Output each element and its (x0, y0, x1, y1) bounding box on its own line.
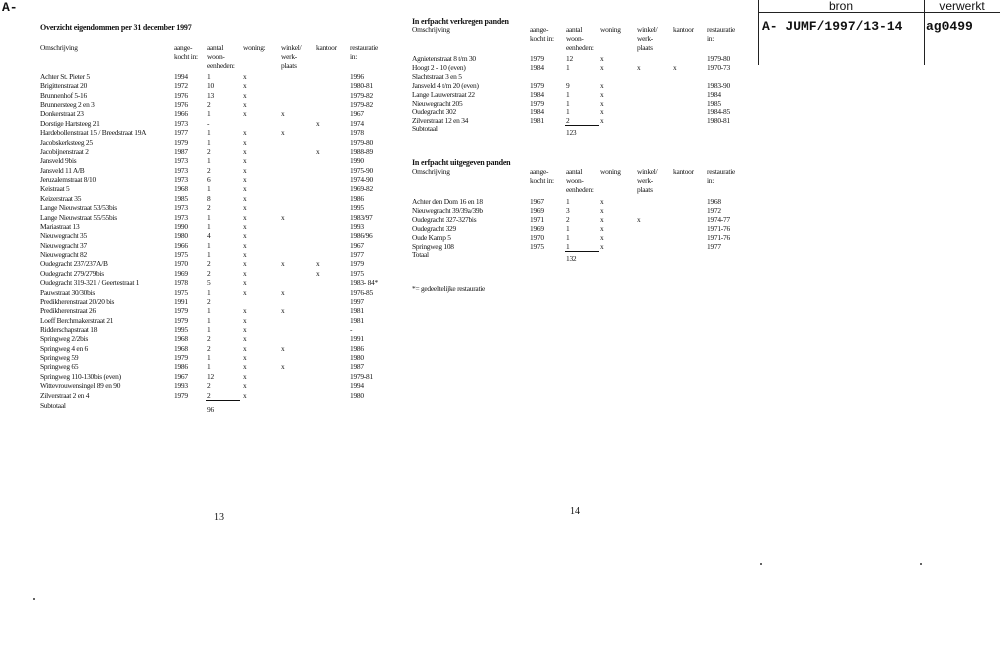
section1-cell-restauratie: 1979-80 (707, 54, 730, 63)
left-cell-address: Springweg 65 (40, 362, 79, 372)
panel-header-bron: bron (828, 0, 854, 13)
left-cell-woning: x (243, 324, 247, 334)
section2-cell-year: 1969 (530, 206, 544, 215)
left-cell-restauratie: 1976-85 (350, 287, 373, 297)
section1-cell-address: Hoogt 2 - 10 (even) (412, 62, 466, 72)
left-cell-year: 1993 (174, 381, 188, 391)
left-cell-woning: x (243, 203, 247, 213)
section1-subtotal-label: Subtotaal (412, 124, 438, 134)
section1-header-winkel: winkel/ werk- plaats (637, 25, 658, 52)
left-cell-restauratie: - (350, 324, 353, 334)
section2-cell-woning: x (600, 233, 604, 242)
left-cell-restauratie: 1979-80 (350, 137, 373, 147)
left-cell-address: Nieuwegracht 37 (40, 240, 87, 250)
left-cell-restauratie: 1980 (350, 390, 364, 400)
left-cell-address: Donkerstraat 23 (40, 109, 84, 119)
left-cell-address: Loeff Berchmakerstraat 21 (40, 315, 114, 325)
section2-cell-year: 1969 (530, 224, 544, 233)
left-cell-restauratie: 1993 (350, 221, 364, 231)
left-subtotal-rule (206, 400, 240, 401)
left-cell-year: 1976 (174, 90, 188, 100)
left-cell-address: Oudegracht 319-321 / Geertestraat 1 (40, 278, 140, 288)
left-header-restauratie: restauratie in: (350, 43, 379, 61)
left-cell-year: 1979 (174, 315, 188, 325)
left-subtotal-value: 96 (207, 404, 214, 414)
left-cell-address: Hardebollenstraat 15 / Breedstraat 19A (40, 128, 147, 138)
section1-cell-year: 1979 (530, 80, 544, 90)
left-cell-year: 1979 (174, 137, 188, 147)
left-cell-units: 2 (207, 381, 211, 391)
left-cell-units: 1 (207, 353, 211, 363)
left-cell-units: 1 (207, 72, 211, 81)
section2-cell-year: 1975 (530, 242, 544, 251)
section1-cell-address: Agnietenstraat 8 t/m 30 (412, 54, 476, 63)
section2-header-kantoor: kantoor (673, 167, 694, 176)
corner-mark: A- (2, 0, 18, 15)
left-cell-woning: x (243, 193, 247, 203)
section1-cell-year: 1979 (530, 98, 544, 108)
section2-cell-winkel: x (637, 215, 641, 224)
section2-cell-units: 1 (566, 242, 570, 251)
section1-cell-woning: x (600, 107, 604, 117)
section2-cell-units: 1 (566, 224, 570, 233)
left-cell-restauratie: 1967 (350, 240, 364, 250)
left-cell-address: Zilverstraat 2 en 4 (40, 390, 90, 400)
left-cell-address: Springweg 2/2bis (40, 334, 88, 344)
left-cell-winkel: x (281, 128, 285, 138)
left-cell-units: 1 (207, 128, 211, 138)
left-cell-woning: x (243, 259, 247, 269)
left-cell-address: Keistraat 5 (40, 184, 70, 194)
left-cell-address: Pauwstraat 30/30bis (40, 287, 95, 297)
left-header-woning: woning: (243, 43, 266, 52)
left-cell-woning: x (243, 240, 247, 250)
left-cell-woning: x (243, 146, 247, 156)
left-cell-units: 2 (207, 296, 211, 306)
left-cell-woning: x (243, 128, 247, 138)
left-cell-restauratie: 1979-82 (350, 100, 373, 110)
left-cell-units: 1 (207, 137, 211, 147)
left-cell-restauratie: 1996 (350, 72, 364, 81)
section1-cell-year: 1984 (530, 107, 544, 117)
left-cell-address: Springweg 4 en 6 (40, 343, 88, 353)
left-cell-address: Brunnersteeg 2 en 3 (40, 100, 95, 110)
left-cell-units: 1 (207, 221, 211, 231)
left-cell-year: 1969 (174, 268, 188, 278)
scan-speck (920, 563, 922, 565)
left-header-address: Omschrijving (40, 43, 78, 52)
section2-header-address: Omschrijving (412, 167, 450, 176)
left-cell-year: 1970 (174, 259, 188, 269)
section2-total-label: Totaal (412, 250, 429, 259)
left-cell-woning: x (243, 343, 247, 353)
section1-cell-address: Slachtstraat 3 en 5 (412, 71, 462, 81)
left-cell-woning: x (243, 278, 247, 288)
section1-cell-restauratie: 1984 (707, 89, 721, 99)
left-cell-restauratie: 1969-82 (350, 184, 373, 194)
left-cell-woning: x (243, 353, 247, 363)
section1-cell-address: Zilverstraat 12 en 34 (412, 116, 469, 126)
section2-cell-year: 1971 (530, 215, 544, 224)
section2-cell-units: 1 (566, 233, 570, 242)
section2-cell-woning: x (600, 197, 604, 206)
left-cell-restauratie: 1979-81 (350, 371, 373, 381)
panel-header-verwerkt: verwerkt (939, 0, 985, 13)
section1-cell-woning: x (600, 54, 604, 63)
section1-cell-year: 1981 (530, 116, 544, 126)
left-cell-woning: x (243, 184, 247, 194)
section1-cell-restauratie: 1980-81 (707, 116, 730, 126)
left-cell-winkel: x (281, 306, 285, 316)
left-cell-address: Oudegracht 237/237A/B (40, 259, 108, 269)
left-cell-restauratie: 1975-90 (350, 165, 373, 175)
left-cell-restauratie: 1979 (350, 259, 364, 269)
left-cell-woning: x (243, 231, 247, 241)
left-cell-year: 1968 (174, 343, 188, 353)
left-cell-address: Dorstige Hartsteeg 21 (40, 118, 100, 128)
left-cell-restauratie: 1986 (350, 343, 364, 353)
left-cell-kantoor: x (316, 268, 320, 278)
left-cell-winkel: x (281, 287, 285, 297)
left-cell-woning: x (243, 287, 247, 297)
left-cell-restauratie: 1981 (350, 315, 364, 325)
left-cell-address: Nieuwegracht 35 (40, 231, 87, 241)
section1-header-restauratie: restauratie in: (707, 25, 736, 43)
panel-bron-value: A- JUMF/1997/13-14 (762, 19, 903, 34)
left-cell-units: 4 (207, 231, 211, 241)
left-cell-woning: x (243, 371, 247, 381)
left-cell-units: 12 (207, 371, 214, 381)
left-header-year: aange- kocht in: (174, 43, 198, 61)
left-cell-address: Springweg 110-130bis (even) (40, 371, 121, 381)
left-cell-restauratie: 1974 (350, 118, 364, 128)
section1-cell-kantoor: x (673, 62, 677, 72)
left-cell-restauratie: 1986/96 (350, 231, 373, 241)
section1-cell-woning: x (600, 89, 604, 99)
left-cell-units: 1 (207, 324, 211, 334)
left-cell-units: 5 (207, 278, 211, 288)
section2-cell-units: 3 (566, 206, 570, 215)
left-cell-restauratie: 1978 (350, 128, 364, 138)
left-cell-units: 2 (207, 165, 211, 175)
left-cell-address: Mariastraat 13 (40, 221, 80, 231)
left-cell-year: 1986 (174, 362, 188, 372)
left-cell-year: 1973 (174, 156, 188, 166)
left-cell-year: 1966 (174, 240, 188, 250)
left-cell-units: 1 (207, 362, 211, 372)
left-cell-year: 1973 (174, 165, 188, 175)
left-cell-address: Jacobijnenstraat 2 (40, 146, 89, 156)
left-cell-kantoor: x (316, 146, 320, 156)
section1-header-address: Omschrijving (412, 25, 450, 34)
left-cell-woning: x (243, 381, 247, 391)
section2-header-year: aange- kocht in: (530, 167, 554, 185)
section1-cell-winkel: x (637, 62, 641, 72)
section1-cell-units: 2 (566, 116, 570, 126)
section1-cell-units: 1 (566, 62, 570, 72)
section2-cell-address: Oudegracht 329 (412, 224, 456, 233)
left-cell-restauratie: 1979-82 (350, 90, 373, 100)
left-cell-units: - (207, 118, 210, 128)
scan-speck (33, 598, 35, 600)
section2-cell-address: Oude Kamp 5 (412, 233, 451, 242)
section2-header-woning: woning (600, 167, 621, 176)
left-cell-woning: x (243, 268, 247, 278)
section2-cell-address: Oudegracht 327-327bis (412, 215, 477, 224)
left-cell-restauratie: 1980-81 (350, 81, 373, 91)
section1-cell-units: 12 (566, 54, 573, 63)
left-cell-year: 1973 (174, 175, 188, 185)
left-cell-winkel: x (281, 212, 285, 222)
left-cell-restauratie: 1967 (350, 109, 364, 119)
left-cell-units: 2 (207, 259, 211, 269)
section2-header-restauratie: restauratie in: (707, 167, 736, 185)
left-cell-restauratie: 1981 (350, 306, 364, 316)
left-cell-woning: x (243, 250, 247, 260)
left-cell-restauratie: 1991 (350, 334, 364, 344)
section1-title: In erfpacht verkregen panden (412, 17, 509, 26)
left-cell-woning: x (243, 390, 247, 400)
section2-cell-units: 1 (566, 197, 570, 206)
left-cell-units: 1 (207, 184, 211, 194)
left-cell-woning: x (243, 156, 247, 166)
left-page-number: 13 (214, 512, 224, 523)
left-cell-units: 1 (207, 315, 211, 325)
left-cell-restauratie: 1986 (350, 193, 364, 203)
section1-cell-woning: x (600, 116, 604, 126)
section1-cell-units: 1 (566, 98, 570, 108)
section1-cell-restauratie: 1983-90 (707, 80, 730, 90)
section2-cell-restauratie: 1971-76 (707, 233, 730, 242)
section1-cell-address: Nieuwegracht 205 (412, 98, 463, 108)
left-cell-winkel: x (281, 109, 285, 119)
left-cell-woning: x (243, 90, 247, 100)
section2-total-value: 132 (566, 254, 577, 263)
left-cell-year: 1973 (174, 212, 188, 222)
section2-total-rule (565, 251, 599, 252)
left-cell-year: 1973 (174, 118, 188, 128)
left-cell-year: 1975 (174, 250, 188, 260)
left-cell-restauratie: 1974-90 (350, 175, 373, 185)
left-cell-woning: x (243, 362, 247, 372)
left-cell-year: 1967 (174, 371, 188, 381)
left-subtotal-label: Subtotaal (40, 400, 66, 410)
section1-header-woning: woning (600, 25, 621, 34)
section2-cell-restauratie: 1971-76 (707, 224, 730, 233)
left-cell-winkel: x (281, 343, 285, 353)
left-cell-restauratie: 1997 (350, 296, 364, 306)
section1-cell-woning: x (600, 80, 604, 90)
section1-subtotal-rule (565, 125, 599, 126)
left-cell-year: 1968 (174, 334, 188, 344)
left-cell-woning: x (243, 81, 247, 91)
footnote: *= gedeeltelijke restauratie (412, 284, 486, 293)
left-cell-units: 6 (207, 175, 211, 185)
left-cell-restauratie: 1994 (350, 381, 364, 391)
left-cell-woning: x (243, 221, 247, 231)
section1-cell-restauratie: 1984-85 (707, 107, 730, 117)
section1-cell-address: Lange Lauwerstraat 22 (412, 89, 475, 99)
left-cell-year: 1980 (174, 231, 188, 241)
section1-header-kantoor: kantoor (673, 25, 694, 34)
left-cell-address: Jansveld 9bis (40, 156, 77, 166)
left-cell-address: Brunnenhof 5-16 (40, 90, 87, 100)
left-cell-year: 1966 (174, 109, 188, 119)
left-cell-restauratie: 1977 (350, 250, 364, 260)
section1-cell-restauratie: 1985 (707, 98, 721, 108)
section2-cell-year: 1970 (530, 233, 544, 242)
left-cell-address: Jansveld 11 A/B (40, 165, 85, 175)
section2-cell-woning: x (600, 242, 604, 251)
left-cell-woning: x (243, 165, 247, 175)
left-cell-woning: x (243, 109, 247, 119)
left-cell-restauratie: 1995 (350, 203, 364, 213)
section1-cell-units: 1 (566, 107, 570, 117)
left-cell-address: Lange Nieuwstraat 53/53bis (40, 203, 117, 213)
left-cell-restauratie: 1987 (350, 362, 364, 372)
section1-cell-units: 9 (566, 80, 570, 90)
section1-cell-units: 1 (566, 89, 570, 99)
left-page-title: Overzicht eigendommen per 31 december 1997 (40, 23, 192, 32)
section2-header-winkel: winkel/ werk- plaats (637, 167, 658, 194)
section2-title: In erfpacht uitgegeven panden (412, 158, 511, 167)
section2-cell-address: Achter den Dom 16 en 18 (412, 197, 483, 206)
left-cell-kantoor: x (316, 118, 320, 128)
left-header-winkel: winkel/ werk- plaats (281, 43, 302, 70)
section1-cell-year: 1979 (530, 54, 544, 63)
left-cell-address: Oudegracht 279/279bis (40, 268, 104, 278)
section1-header-units: aantal woon- eenheden: (566, 25, 594, 52)
left-cell-year: 1977 (174, 128, 188, 138)
left-cell-woning: x (243, 72, 247, 81)
left-cell-year: 1968 (174, 184, 188, 194)
left-cell-winkel: x (281, 362, 285, 372)
left-cell-year: 1995 (174, 324, 188, 334)
section1-cell-restauratie: 1970-73 (707, 62, 730, 72)
left-cell-units: 1 (207, 156, 211, 166)
left-cell-restauratie: 1988-89 (350, 146, 373, 156)
left-cell-year: 1972 (174, 81, 188, 91)
left-header-units: aantal woon- eenheden: (207, 43, 235, 70)
section1-cell-address: Oudegracht 302 (412, 107, 456, 117)
left-cell-year: 1979 (174, 353, 188, 363)
left-cell-address: Nieuwegracht 82 (40, 250, 87, 260)
left-cell-woning: x (243, 315, 247, 325)
left-cell-units: 1 (207, 109, 211, 119)
left-cell-units: 1 (207, 287, 211, 297)
left-cell-address: Jeruzalemstraat 8/10 (40, 175, 96, 185)
left-cell-units: 2 (207, 203, 211, 213)
section2-cell-woning: x (600, 215, 604, 224)
left-cell-restauratie: 1990 (350, 156, 364, 166)
left-cell-units: 2 (207, 343, 211, 353)
left-cell-restauratie: 1980 (350, 353, 364, 363)
left-cell-address: Predikherenstraat 26 (40, 306, 96, 316)
section1-cell-woning: x (600, 98, 604, 108)
section1-cell-year: 1984 (530, 89, 544, 99)
left-cell-units: 1 (207, 250, 211, 260)
left-cell-address: Springweg 59 (40, 353, 79, 363)
section2-cell-woning: x (600, 224, 604, 233)
left-cell-units: 13 (207, 90, 214, 100)
left-cell-kantoor: x (316, 259, 320, 269)
left-cell-units: 1 (207, 212, 211, 222)
section1-cell-address: Jansveld 4 t/m 20 (even) (412, 80, 479, 90)
left-cell-restauratie: 1983- 84* (350, 278, 378, 288)
left-cell-year: 1976 (174, 100, 188, 110)
section2-cell-units: 2 (566, 215, 570, 224)
left-cell-restauratie: 1975 (350, 268, 364, 278)
section2-cell-year: 1967 (530, 197, 544, 206)
left-cell-units: 1 (207, 240, 211, 250)
left-cell-address: Achter St. Pieter 5 (40, 72, 90, 81)
right-page-number: 14 (570, 506, 580, 517)
left-cell-woning: x (243, 306, 247, 316)
left-cell-address: Wittevrouwensingel 89 en 90 (40, 381, 121, 391)
left-cell-units: 2 (207, 390, 211, 400)
section2-cell-address: Nieuwegracht 39/39a/39b (412, 206, 483, 215)
left-cell-year: 1979 (174, 390, 188, 400)
left-cell-units: 1 (207, 306, 211, 316)
section2-header-units: aantal woon- eenheden: (566, 167, 594, 194)
left-cell-units: 2 (207, 146, 211, 156)
left-cell-address: Jacobskerksteeg 25 (40, 137, 93, 147)
left-cell-woning: x (243, 334, 247, 344)
section1-subtotal-value: 123 (566, 128, 577, 138)
section1-header-year: aange- kocht in: (530, 25, 554, 43)
section1-cell-woning: x (600, 62, 604, 72)
left-cell-units: 2 (207, 100, 211, 110)
left-cell-year: 1991 (174, 296, 188, 306)
left-cell-address: Predikherenstraat 20/20 bis (40, 296, 115, 306)
left-cell-woning: x (243, 175, 247, 185)
left-cell-year: 1985 (174, 193, 188, 203)
section2-cell-restauratie: 1972 (707, 206, 721, 215)
panel-verwerkt-value: ag0499 (926, 19, 973, 34)
left-cell-address: Brigittenstraat 20 (40, 81, 88, 91)
left-cell-address: Ridderschapstraat 18 (40, 324, 98, 334)
section2-cell-restauratie: 1968 (707, 197, 721, 206)
left-cell-year: 1978 (174, 278, 188, 288)
left-cell-year: 1994 (174, 72, 188, 81)
left-cell-year: 1987 (174, 146, 188, 156)
left-cell-woning: x (243, 212, 247, 222)
left-cell-units: 10 (207, 81, 214, 91)
left-cell-units: 8 (207, 193, 211, 203)
left-cell-address: Lange Nieuwstraat 55/55bis (40, 212, 117, 222)
left-cell-units: 2 (207, 334, 211, 344)
section2-cell-address: Springweg 108 (412, 242, 454, 251)
left-cell-winkel: x (281, 259, 285, 269)
left-header-kantoor: kantoor (316, 43, 337, 52)
left-cell-units: 2 (207, 268, 211, 278)
left-cell-year: 1990 (174, 221, 188, 231)
section2-cell-restauratie: 1974-77 (707, 215, 730, 224)
section2-cell-woning: x (600, 206, 604, 215)
left-cell-address: Keizerstraat 35 (40, 193, 82, 203)
left-cell-year: 1975 (174, 287, 188, 297)
left-cell-year: 1979 (174, 306, 188, 316)
left-cell-woning: x (243, 137, 247, 147)
left-cell-restauratie: 1983/97 (350, 212, 373, 222)
section2-cell-restauratie: 1977 (707, 242, 721, 251)
scan-speck (760, 563, 762, 565)
left-cell-year: 1973 (174, 203, 188, 213)
left-cell-woning: x (243, 100, 247, 110)
section1-cell-year: 1984 (530, 62, 544, 72)
